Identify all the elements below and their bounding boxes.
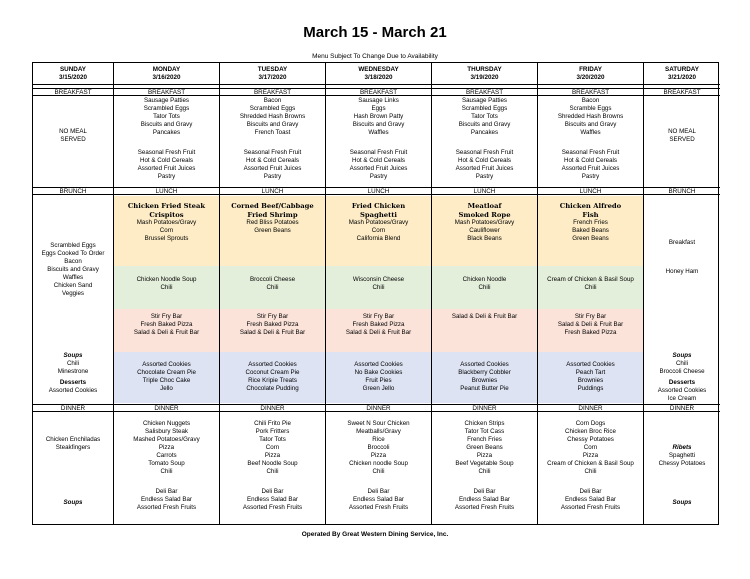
dinner-items [220,420,325,476]
menu-item: Eggs [371,105,386,112]
day-header [114,63,219,85]
menu-item: Meatballs/Gravy [356,428,401,435]
menu-item: Chili [372,284,385,291]
menu-item: Assorted Cookies [248,361,297,368]
menu-item: Shredded Hash Browns [557,113,624,120]
day-date: 3/21/2020 [667,73,696,81]
menu-item: Seasonal Fresh Fruit [137,149,196,156]
day-date: 3/16/2020 [152,73,181,81]
menu-item: Chili [675,360,689,367]
menu-item: Deli Bar [155,488,178,495]
menu-item: Waffles [580,129,601,136]
menu-item: Mash Potatoes/Gravy [454,219,515,226]
menu-item: French Fries [573,219,608,226]
menu-item: SERVED [60,136,86,143]
menu-item: Corn [371,227,386,234]
menu-item: Green Beans [254,227,291,234]
menu-item: Tomato Soup [148,460,185,467]
lunch-soups [114,276,219,292]
menu-item: Assorted Cookies [460,361,509,368]
day-header [33,63,113,85]
section-breakfast: BREAKFAST [114,88,219,96]
entree-name: Fried Shrimp [247,210,298,219]
menu-item: Tator Tots [153,113,180,120]
day-name: SUNDAY [59,66,86,73]
menu-item: Stir Fry Bar [256,313,289,320]
menu-item: Shredded Hash Browns [239,113,306,120]
lunch-desserts [432,361,537,393]
menu-item: Assorted Cookies [48,387,98,394]
menu-item: Chili [584,468,597,475]
menu-item: Chocolate Cream Pie [137,369,196,376]
day-name: TUESDAY [257,66,288,73]
menu-item: Breakfast [668,239,696,246]
section-breakfast: BREAKFAST [326,88,431,96]
day-date: 3/15/2020 [58,73,87,81]
menu-item: Corn [265,444,280,451]
menu-item: Chicken Nuggets [142,420,191,427]
menu-item: Hot & Cold Cereals [564,157,617,164]
menu-item: Biscuits and Gravy [458,121,511,128]
menu-item: Green Beans [466,444,503,451]
section-lunch: LUNCH [326,187,431,195]
menu-item: Chocolate Pudding [246,385,299,392]
menu-item: Salad & Deli & Fruit Bar [557,321,624,328]
menu-item: Veggies [61,290,85,297]
menu-item: Scrambled Eggs [143,105,190,112]
section-lunch: BRUNCH [33,187,113,195]
menu-item: Pastry [581,173,600,180]
menu-item: Sausage Patties [143,97,190,104]
menu-item: Blackberry Cobbler [458,369,511,376]
saturday-soups [644,352,720,376]
menu-item: Chicken Enchiladas [45,436,101,443]
menu-item: Steakfingers [55,444,91,451]
menu-item: Mashed Potatoes/Gravy [133,436,200,443]
sunday-soups [33,352,113,376]
day-column-monday [114,63,220,524]
section-lunch: LUNCH [114,187,219,195]
menu-item: Pizza [264,452,281,459]
entree-name: Chicken Fried Steak [127,202,206,210]
menu-item: Sausage Patties [461,97,508,104]
menu-item: Hash Brown Patty [353,113,404,120]
menu-item: Assorted Fresh Fruits [454,504,515,511]
menu-item: Biscuits and Gravy [47,266,99,273]
menu-item: Biscuits and Gravy [246,121,299,128]
menu-item: Deli Bar [367,488,390,495]
menu-item: Pastry [369,173,388,180]
dinner-label: Ribets [672,444,692,451]
soups-label: Soups [63,499,83,506]
menu-item: Assorted Cookies [142,361,191,368]
menu-item: Salisbury Steak [145,428,188,435]
day-header [326,63,431,85]
menu-item: Broccoli Cheese [659,368,705,375]
menu-item: Broccoli Cheese [249,276,296,283]
menu-item: Beef Vegetable Soup [455,460,514,467]
menu-item: Bacon [263,97,282,104]
section-dinner: DINNER [432,404,537,412]
lunch-desserts [114,361,219,393]
menu-item: Endless Salad Bar [353,496,404,503]
menu-item: Chicken Noodle [462,276,507,283]
menu-item: Peach Tart [575,369,606,376]
menu-item: Waffles [62,274,84,281]
menu-item: Fresh Baked Pizza [246,321,299,328]
breakfast-extras [326,149,431,181]
breakfast-items [538,97,643,137]
menu-item: Ice Cream [667,395,697,402]
day-column-sunday [33,63,114,524]
lunch-desserts [220,361,325,393]
menu-item: Endless Salad Bar [247,496,298,503]
menu-item: Chili [160,468,173,475]
menu-item: Pork Fritters [255,428,290,435]
page-title: March 15 - March 21 [303,24,447,41]
day-name: SATURDAY [665,66,699,73]
menu-item: Pastry [475,173,494,180]
breakfast-items [220,97,325,137]
section-dinner: DINNER [538,404,643,412]
menu-item: Sausage Links [358,97,399,104]
menu-item: Assorted Fresh Fruits [136,504,197,511]
soups-label: Soups [672,499,692,506]
dinner-items [432,420,537,476]
menu-item: Endless Salad Bar [565,496,616,503]
no-meal-notice [33,128,113,144]
menu-item: Brownies [577,377,604,384]
menu-item: Assorted Fruit Juices [243,165,302,172]
sunday-desserts [33,379,113,395]
menu-item: Tator Tots [259,436,286,443]
section-dinner: DINNER [326,404,431,412]
lunch-bars [432,313,537,321]
menu-item: Mash Potatoes/Gravy [348,219,409,226]
dinner-bars [326,488,431,512]
section-dinner: DINNER [644,404,720,412]
section-breakfast: BREAKFAST [644,88,720,96]
day-header [220,63,325,85]
menu-item: Assorted Fruit Juices [137,165,196,172]
lunch-soups [432,276,537,292]
menu-item: California Blend [356,235,401,242]
no-meal-notice [644,128,720,144]
menu-item: Green Jello [362,385,395,392]
day-header [538,63,643,85]
menu-item: Pizza [476,452,493,459]
menu-item: Cream of Chicken & Basil Soup [547,460,634,467]
dinner-items [326,420,431,476]
day-header [644,63,720,85]
menu-item: Fresh Baked Pizza [564,329,617,336]
entree-name: Chicken Alfredo [559,202,622,210]
day-column-thursday [432,63,538,524]
section-lunch: LUNCH [220,187,325,195]
entree-name: Meatloaf [467,202,502,210]
section-dinner: DINNER [33,404,113,412]
menu-item: Brownies [471,377,498,384]
menu-item: Green Beans [572,235,609,242]
menu-item: Salad & Deli & Fruit Bar [345,329,412,336]
menu-item: Chili [584,284,597,291]
menu-item: Coconut Cream Pie [245,369,300,376]
menu-item: Chili [266,284,279,291]
menu-item: Assorted Fruit Juices [561,165,620,172]
dinner-bars [114,488,219,512]
menu-item: Corn Dogs [575,420,606,427]
menu-item: Corn [159,227,174,234]
sunday-brunch-items [33,242,113,298]
saturday-dinner-soups [644,499,720,507]
weekly-menu-table [32,62,719,525]
day-column-wednesday [326,63,432,524]
menu-item: Endless Salad Bar [459,496,510,503]
dinner-items [538,420,643,476]
menu-item: Biscuits and Gravy [140,121,193,128]
lunch-entree [538,202,643,243]
entree-name: Spaghetti [360,210,397,219]
menu-item: Pancakes [152,129,181,136]
menu-item: Assorted Cookies [566,361,615,368]
section-dinner: DINNER [114,404,219,412]
menu-item: Sweet N Sour Chicken [347,420,410,427]
menu-item: Eggs Cooked To Order [41,250,105,257]
menu-item: Baked Beans [572,227,609,234]
section-breakfast: BREAKFAST [432,88,537,96]
day-name: WEDNESDAY [358,66,399,73]
desserts-label: Desserts [59,379,87,386]
menu-item: Fresh Baked Pizza [352,321,405,328]
lunch-bars [538,313,643,337]
menu-item: Waffles [368,129,389,136]
breakfast-extras [220,149,325,181]
entree-name: Fish [582,210,599,219]
menu-item: Mash Potatoes/Gravy [136,219,197,226]
lunch-soups [538,276,643,292]
menu-item: NO MEAL [668,128,696,135]
menu-item: Chili [66,360,80,367]
menu-item: Peanut Butter Pie [460,385,509,392]
lunch-entree [432,202,537,243]
menu-item: Rice [372,436,385,443]
lunch-desserts [538,361,643,393]
menu-item: Biscuits and Gravy [352,121,405,128]
section-breakfast: BREAKFAST [220,88,325,96]
sunday-dinner [33,436,113,452]
saturday-desserts [644,379,720,403]
menu-item: Salad & Deli & Fruit Bar [133,329,200,336]
menu-item: Stir Fry Bar [362,313,395,320]
dinner-items [114,420,219,476]
menu-item: Honey Ham [665,268,699,275]
menu-item: Chicken Noodle Soup [136,276,197,283]
menu-item: Fruit Pies [365,377,392,384]
menu-item: Puddings [577,385,604,392]
menu-item: Scramble Eggs [569,105,612,112]
menu-item: Spaghetti [668,452,696,459]
menu-item: Seasonal Fresh Fruit [243,149,302,156]
menu-item: French Fries [467,436,502,443]
menu-item: Fresh Baked Pizza [140,321,193,328]
menu-item: Bacon [581,97,600,104]
menu-item: Corn [583,444,598,451]
menu-item: Biscuits and Gravy [564,121,617,128]
menu-item: Pancakes [470,129,499,136]
menu-item: Chili [266,468,279,475]
soups-label: Soups [672,352,692,359]
menu-item: Bacon [64,258,82,265]
menu-item: Chessy Potatoes [567,436,614,443]
menu-item: No Bake Cookies [354,369,403,376]
menu-item: Assorted Fresh Fruits [242,504,303,511]
menu-item: Triple Choc Cake [142,377,191,384]
menu-item: Salad & Deli & Fruit Bar [239,329,306,336]
menu-item: Black Beans [467,235,502,242]
entree-name: Fried Chicken [351,202,406,210]
menu-item: Hot & Cold Cereals [458,157,511,164]
dinner-bars [220,488,325,512]
menu-item: Chicken Sand [53,282,93,289]
lunch-bars [326,313,431,337]
lunch-entree [220,202,325,235]
menu-item: Chili [478,468,491,475]
menu-item: NO MEAL [59,128,87,135]
menu-item: Scrambled Eggs [249,105,296,112]
menu-item: Chili [478,284,491,291]
entree-name: Smoked Rope [458,210,511,219]
menu-item: Rice Kripie Treats [248,377,297,384]
menu-item: Minestrone [57,368,89,375]
menu-item: Jello [160,385,173,392]
section-dinner: DINNER [220,404,325,412]
menu-item: Hot & Cold Cereals [352,157,405,164]
menu-item: Pizza [370,452,387,459]
saturday-dinner [644,444,720,468]
saturday-entree [644,268,720,276]
day-name: MONDAY [152,66,181,73]
menu-item: Cream of Chicken & Basil Soup [547,276,634,283]
saturday-breakfast [644,239,720,247]
menu-item: Assorted Cookies [354,361,403,368]
menu-item: French Toast [254,129,291,136]
menu-item: Scrambled Eggs [50,242,96,249]
menu-item: Chicken noodle Soup [349,460,408,467]
dinner-bars [432,488,537,512]
menu-item: Carrots [156,452,177,459]
day-column-tuesday [220,63,326,524]
day-date: 3/17/2020 [258,73,287,81]
menu-item: Assorted Fruit Juices [455,165,514,172]
desserts-label: Desserts [668,379,696,386]
menu-item: Deli Bar [473,488,496,495]
menu-item: Chili [160,284,173,291]
menu-item: Chicken Strips [464,420,505,427]
menu-item: Assorted Fruit Juices [349,165,408,172]
breakfast-extras [538,149,643,181]
menu-item: Broccoli [367,444,390,451]
section-breakfast: BREAKFAST [33,88,113,96]
breakfast-items [326,97,431,137]
menu-disclaimer: Menu Subject To Change Due to Availability [312,53,438,60]
lunch-bars [220,313,325,337]
menu-item: Hot & Cold Cereals [246,157,299,164]
breakfast-items [114,97,219,137]
menu-item: Endless Salad Bar [141,496,192,503]
menu-item: Beef Noodle Soup [247,460,298,467]
day-name: FRIDAY [579,66,602,73]
breakfast-items [432,97,537,137]
day-header [432,63,537,85]
lunch-soups [220,276,325,292]
breakfast-extras [432,149,537,181]
entree-name: Crispitos [149,210,184,219]
breakfast-extras [114,149,219,181]
menu-item: Red Bliss Potatoes [246,219,299,226]
lunch-entree [326,202,431,243]
lunch-entree [114,202,219,243]
menu-item: Pastry [157,173,176,180]
menu-item: SERVED [669,136,695,143]
menu-item: Seasonal Fresh Fruit [455,149,514,156]
sunday-dinner-soups [33,499,113,507]
section-lunch: BRUNCH [644,187,720,195]
menu-item: Assorted Fresh Fruits [348,504,409,511]
menu-item: Scrambled Eggs [461,105,508,112]
menu-item: Deli Bar [261,488,284,495]
soups-label: Soups [63,352,83,359]
menu-item: Assorted Fresh Fruits [560,504,621,511]
menu-item: Pastry [263,173,282,180]
section-lunch: LUNCH [432,187,537,195]
section-breakfast: BREAKFAST [538,88,643,96]
menu-item: Pizza [158,444,175,451]
menu-item: Tator Tot Cass [464,428,505,435]
day-column-saturday [644,63,720,524]
menu-item: Chili [372,468,385,475]
day-column-friday [538,63,644,524]
day-date: 3/20/2020 [576,73,605,81]
dinner-bars [538,488,643,512]
day-name: THURSDAY [467,66,502,73]
menu-item: Pizza [582,452,599,459]
menu-item: Chessy Potatoes [658,460,706,467]
menu-item: Seasonal Fresh Fruit [561,149,620,156]
menu-item: Tator Tots [471,113,498,120]
menu-item: Cauliflower [469,227,500,234]
footer-operator: Operated By Great Western Dining Service, Inc. [301,531,449,538]
menu-item: Chicken Broc Rice [565,428,616,435]
menu-item: Stir Fry Bar [150,313,183,320]
menu-item: Seasonal Fresh Fruit [349,149,408,156]
menu-item: Brussel Sprouts [144,235,189,242]
menu-item: Deli Bar [579,488,602,495]
menu-item: Hot & Cold Cereals [140,157,193,164]
lunch-desserts [326,361,431,393]
menu-item: Chili Frito Pie [254,420,291,427]
lunch-bars [114,313,219,337]
day-date: 3/19/2020 [470,73,499,81]
lunch-soups [326,276,431,292]
menu-item: Salad & Deli & Fruit Bar [451,313,518,320]
section-lunch: LUNCH [538,187,643,195]
menu-item: Wisconsin Cheese [352,276,405,283]
entree-name: Corned Beef/Cabbage [231,202,314,210]
day-date: 3/18/2020 [364,73,393,81]
menu-item: Stir Fry Bar [574,313,607,320]
menu-item: Assorted Cookies [657,387,707,394]
